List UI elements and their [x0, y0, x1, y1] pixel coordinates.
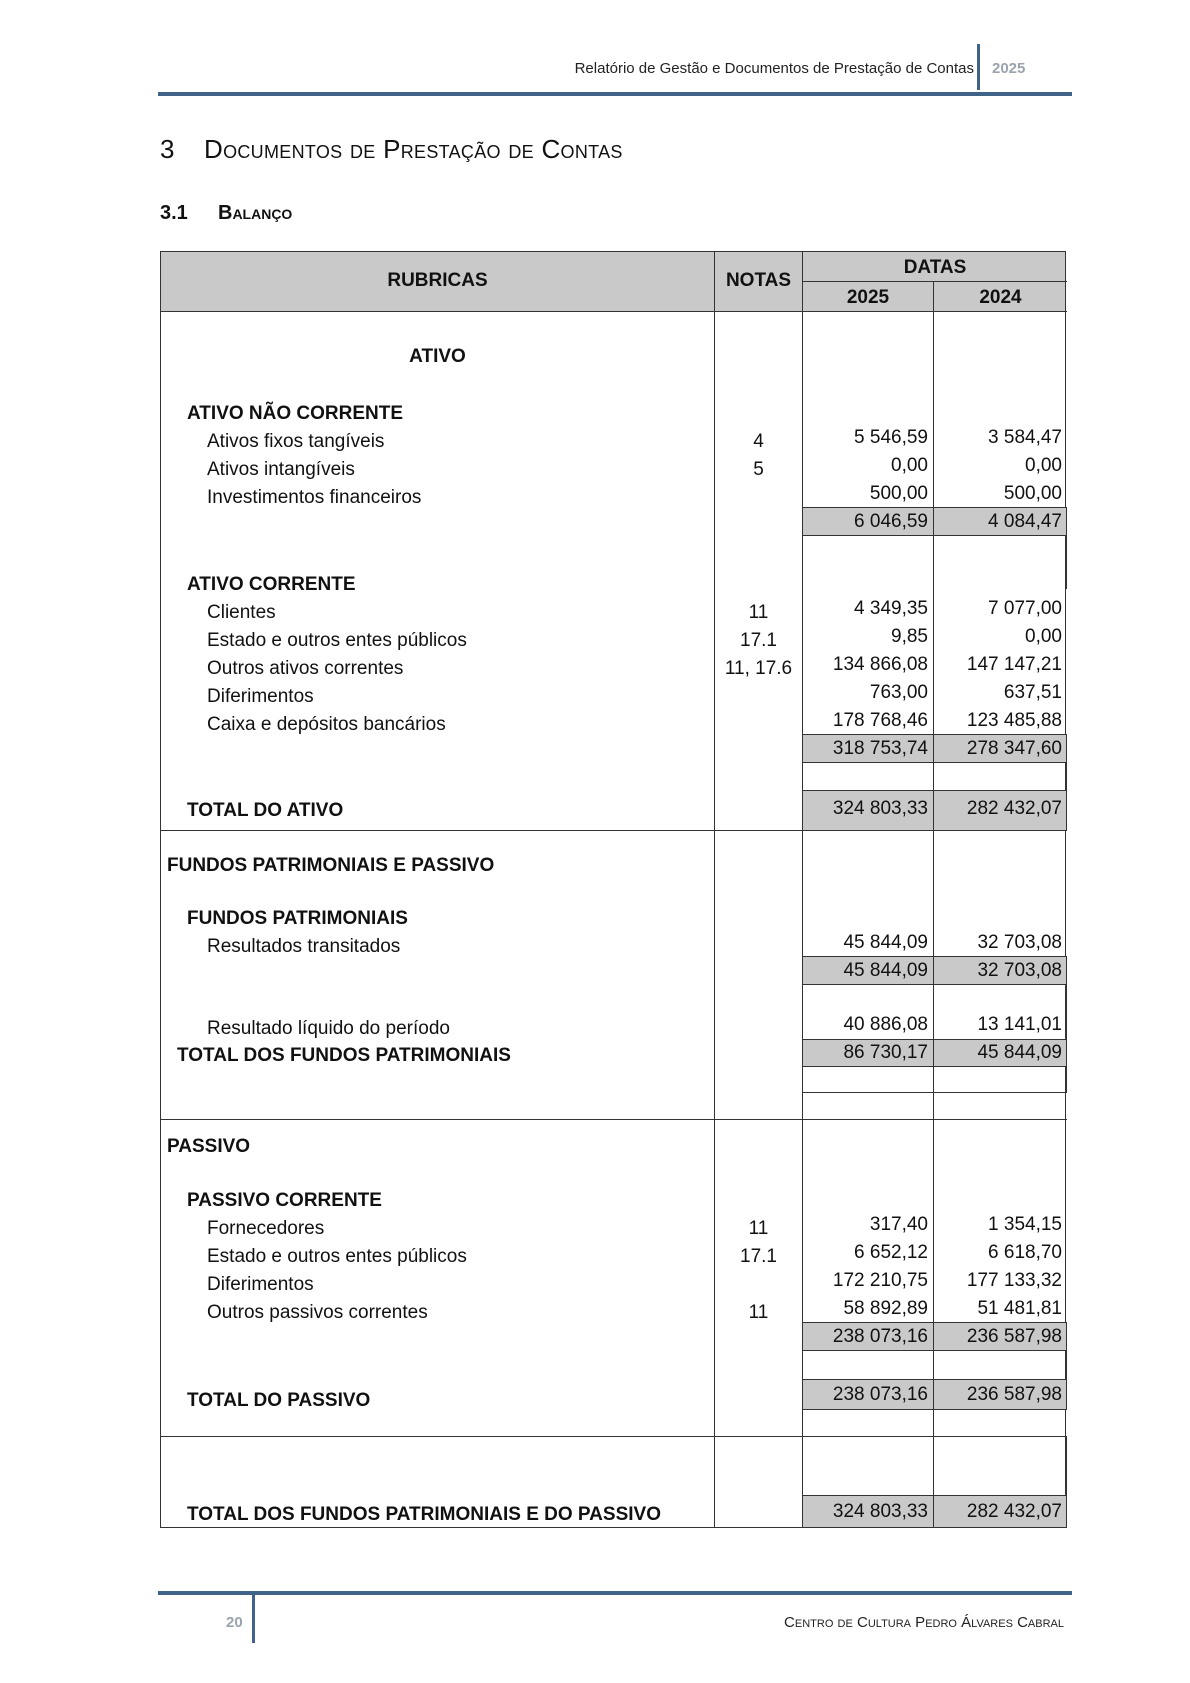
label-total-ativo: TOTAL DO ATIVO: [187, 800, 344, 821]
row-label: Estado e outros entes públicos: [207, 1246, 467, 1267]
header-notas: NOTAS: [725, 270, 792, 291]
total-2025: 238 073,16: [832, 1384, 928, 1405]
heading-ativo: ATIVO: [409, 346, 466, 367]
subtotal-2025: 318 753,74: [832, 738, 928, 759]
total-2024: 282 432,07: [966, 798, 1062, 819]
row-note: 17.1: [740, 1246, 777, 1267]
value-2025: 763,00: [869, 682, 928, 703]
row-label: Ativos fixos tangíveis: [207, 431, 385, 452]
page-footer: [158, 1591, 1072, 1645]
value-2025: 45 844,09: [843, 932, 928, 953]
row-note: 11: [748, 1302, 769, 1323]
spacer-cell: [933, 535, 1067, 589]
spacer-cell: [802, 762, 934, 791]
value-2025: 9,85: [891, 626, 928, 647]
value-2024: 177 133,32: [966, 1270, 1062, 1291]
row-label: Caixa e depósitos bancários: [207, 714, 446, 735]
page-number: 20: [226, 1614, 243, 1631]
total-2024: 236 587,98: [966, 1384, 1062, 1405]
section-number: 3: [160, 134, 175, 164]
value-2024: 123 485,88: [966, 710, 1062, 731]
header-separator: [977, 44, 980, 90]
subtotal-2025: 45 844,09: [843, 960, 928, 981]
value-2025: 40 886,08: [843, 1014, 928, 1035]
row-note: 4: [753, 431, 764, 452]
row-label: Ativos intangíveis: [207, 459, 355, 480]
label-ativo-corrente: ATIVO CORRENTE: [187, 574, 356, 595]
footer-separator: [252, 1595, 255, 1643]
heading-passivo: PASSIVO: [167, 1136, 251, 1157]
label-ativo-nao-corrente: ATIVO NÃO CORRENTE: [187, 403, 404, 424]
value-2024: 147 147,21: [966, 654, 1062, 675]
grand-total-2024: 282 432,07: [966, 1501, 1062, 1522]
value-2024: 6 618,70: [988, 1242, 1062, 1263]
section-title: [160, 134, 623, 165]
subtotal-2025: 238 073,16: [832, 1326, 928, 1347]
footer-organization: Centro de Cultura Pedro Álvares Cabral: [784, 1614, 1064, 1631]
row-note: 11: [748, 602, 769, 623]
spacer-cell: [802, 1436, 934, 1496]
header-year-2024: 2024: [979, 287, 1022, 308]
row-divider: [802, 281, 1067, 282]
value-2024: 637,51: [1003, 682, 1062, 703]
subsection-title-text: Balanço: [218, 202, 293, 224]
value-2024: 0,00: [1025, 455, 1062, 476]
row-note: 11, 17.6: [724, 658, 793, 679]
heading-fundos-passivo: FUNDOS PATRIMONIAIS E PASSIVO: [167, 855, 495, 876]
grand-total-2025: 324 803,33: [832, 1501, 928, 1522]
row-divider: [161, 1119, 1067, 1120]
subsection-title: [160, 202, 292, 225]
row-label: Resultados transitados: [207, 936, 401, 957]
row-note: 11: [748, 1218, 769, 1239]
value-2024: 1 354,15: [988, 1214, 1062, 1235]
value-2025: 134 866,08: [832, 654, 928, 675]
label-fundos-patrimoniais: FUNDOS PATRIMONIAIS: [187, 908, 408, 929]
row-label: Estado e outros entes públicos: [207, 630, 467, 651]
value-2024: 0,00: [1025, 626, 1062, 647]
balance-sheet-table: [160, 251, 1066, 1528]
spacer-cell: [802, 535, 934, 589]
value-2025: 0,00: [891, 455, 928, 476]
value-2025: 5 546,59: [854, 427, 928, 448]
value-2024: 500,00: [1003, 483, 1062, 504]
total-2025: 324 803,33: [832, 798, 928, 819]
value-2024: 51 481,81: [977, 1298, 1062, 1319]
subtotal-2024: 4 084,47: [988, 511, 1062, 532]
total-2025: 86 730,17: [843, 1042, 928, 1063]
row-label: Fornecedores: [207, 1218, 325, 1239]
value-2025: 317,40: [869, 1214, 928, 1235]
header-datas: DATAS: [903, 257, 967, 278]
spacer-cell: [933, 1350, 1067, 1380]
row-note: 5: [753, 459, 764, 480]
spacer-cell: [933, 762, 1067, 791]
header-year-2025: 2025: [846, 287, 890, 308]
value-2025: 500,00: [869, 483, 928, 504]
subtotal-2024: 32 703,08: [977, 960, 1062, 981]
value-2025: 172 210,75: [832, 1270, 928, 1291]
label-total-passivo: TOTAL DO PASSIVO: [187, 1390, 371, 1411]
value-2024: 7 077,00: [988, 598, 1062, 619]
row-label: Investimentos financeiros: [207, 487, 422, 508]
header-title: Relatório de Gestão e Documentos de Prestação de Contas: [574, 60, 974, 77]
row-note: 17.1: [740, 630, 777, 651]
value-2025: 58 892,89: [843, 1298, 928, 1319]
row-label: Outros passivos correntes: [207, 1302, 428, 1323]
subtotal-2025: 6 046,59: [854, 511, 928, 532]
row-divider: [161, 311, 1067, 312]
subtotal-2024: 236 587,98: [966, 1326, 1062, 1347]
value-2025: 178 768,46: [832, 710, 928, 731]
label-total-fundos: TOTAL DOS FUNDOS PATRIMONIAIS: [177, 1045, 511, 1066]
row-label: Resultado líquido do período: [207, 1018, 450, 1039]
header-year: 2025: [992, 60, 1026, 77]
subsection-number: 3.1: [160, 202, 188, 224]
spacer-cell: [933, 1066, 1067, 1093]
section-title-text: Documentos de Prestação de Contas: [204, 134, 623, 164]
value-2024: 32 703,08: [977, 932, 1062, 953]
spacer-cell: [802, 1066, 934, 1093]
header-rubricas: RUBRICAS: [387, 270, 488, 291]
value-2025: 6 652,12: [854, 1242, 928, 1263]
row-label: Diferimentos: [207, 686, 314, 707]
page-header: [158, 44, 1072, 96]
spacer-cell: [933, 1436, 1067, 1496]
row-label: Diferimentos: [207, 1274, 314, 1295]
value-2024: 13 141,01: [977, 1014, 1062, 1035]
value-2024: 3 584,47: [988, 427, 1062, 448]
label-grand-total: TOTAL DOS FUNDOS PATRIMONIAIS E DO PASSIVO: [187, 1504, 661, 1525]
label-passivo-corrente: PASSIVO CORRENTE: [187, 1190, 382, 1211]
total-2024: 45 844,09: [977, 1042, 1062, 1063]
subtotal-2024: 278 347,60: [966, 738, 1062, 759]
row-label: Clientes: [207, 602, 276, 623]
row-label: Outros ativos correntes: [207, 658, 404, 679]
value-2025: 4 349,35: [854, 598, 928, 619]
spacer-cell: [802, 1350, 934, 1380]
